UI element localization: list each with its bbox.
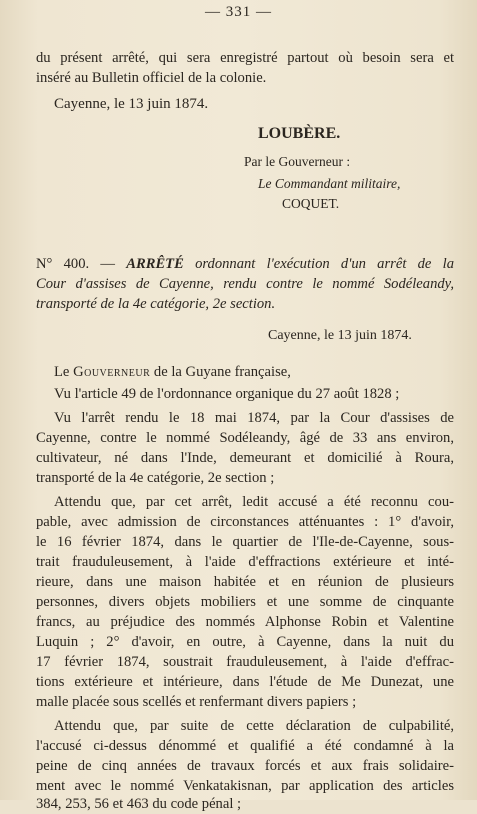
- decree-number: N° 400. —: [36, 256, 127, 272]
- attendu1-line-2: pable, avec admission de circonstances atténuantes : 1° d'avoir,: [36, 514, 454, 530]
- attendu1-line-10: tions extérieure et intérieure, dans l'étude de Me Dunezat, une: [36, 674, 454, 690]
- attendu1-line-4: trait frauduleusement, à l'aide d'effractions extérieure et inté-: [36, 554, 454, 570]
- attendu2-line-4: ment avec le nommé Venkatakisnan, par application des articles: [36, 778, 454, 794]
- decree-title-line-3: transporté de la 4e catégorie, 2e section.: [36, 296, 276, 312]
- vu-arret-line-1: Vu l'arrêt rendu le 18 mai 1874, par la Cour d'assises de: [54, 410, 454, 426]
- signature-coquet: COQUET.: [282, 196, 340, 211]
- decree-date: Cayenne, le 13 juin 1874.: [268, 328, 412, 343]
- governor-title: Gouverneur: [73, 364, 151, 380]
- governor-heading: [36, 362, 454, 382]
- attendu2-line-5: 384, 253, 56 et 463 du code pénal ;: [36, 796, 242, 812]
- attendu1-line-11: malle placée sous scellés et renfermant divers papiers ;: [36, 694, 357, 710]
- page-number: — 331 —: [205, 4, 272, 20]
- attendu2-line-3: peine de cinq années de travaux forcés et aux frais solidaire-: [36, 758, 454, 774]
- attendu2-line-2: l'accusé ci-dessus dénommé et qualifié a été condamné à la: [36, 738, 454, 754]
- top-paragraph-line-2: inséré au Bulletin officiel de la colonie.: [36, 70, 267, 86]
- decree-title-line-2: Cour d'assises de Cayenne, rendu contre le nommé Sodéleandy,: [36, 276, 454, 292]
- attendu2-line-1: Attendu que, par suite de cette déclaration de culpabilité,: [54, 718, 454, 734]
- attendu1-line-5: rieure, dans une maison habitée et en réunion de plusieurs: [36, 574, 454, 590]
- vu-arret-line-3: cultivateur, né dans l'Inde, demeurant et domicilié à Roura,: [36, 450, 454, 466]
- vu-arret-line-4: transporté de la 4e catégorie, 2e section ;: [36, 470, 275, 486]
- attendu1-line-3: le 16 février 1874, dans le quartier de l'Ile-de-Cayenne, sous-: [36, 534, 454, 550]
- governor-rest: de la Guyane française,: [150, 364, 291, 380]
- vu-ordonnance: Vu l'article 49 de l'ordonnance organique du 27 août 1828 ;: [54, 386, 400, 402]
- signature-name: LOUBÈRE.: [258, 125, 341, 142]
- attendu1-line-6: personnes, divers objets mobiliers et une somme de cinquante: [36, 594, 454, 610]
- decree-title-rest: ordonnant l'exécution d'un arrêt de la: [183, 256, 454, 272]
- governor-le: Le: [54, 364, 70, 380]
- vu-arret-line-2: Cayenne, contre le nommé Sodéleandy, âgé de 33 ans environ,: [36, 430, 454, 446]
- decree-title-bold: ARRÊTÉ: [126, 256, 184, 272]
- attendu1-line-8: Luquin ; 2° d'avoir, en outre, à Cayenne, dans la nuit du: [36, 634, 454, 650]
- attendu1-line-9: 17 février 1874, soustrait frauduleusement, à l'aide d'effrac-: [36, 654, 454, 670]
- attendu1-line-1: Attendu que, par cet arrêt, ledit accusé a été reconnu cou-: [54, 494, 454, 510]
- first-date: Cayenne, le 13 juin 1874.: [54, 96, 209, 112]
- top-paragraph-line-1: du présent arrêté, qui sera enregistré partout où besoin sera et: [36, 50, 454, 66]
- signature-by-governor: Par le Gouverneur :: [244, 154, 351, 169]
- attendu1-line-7: francs, au préjudice des nommés Alphonse Robin et Valentine: [36, 614, 454, 630]
- decree-title-line-1: [36, 254, 454, 274]
- signature-commandant: Le Commandant militaire,: [258, 176, 401, 191]
